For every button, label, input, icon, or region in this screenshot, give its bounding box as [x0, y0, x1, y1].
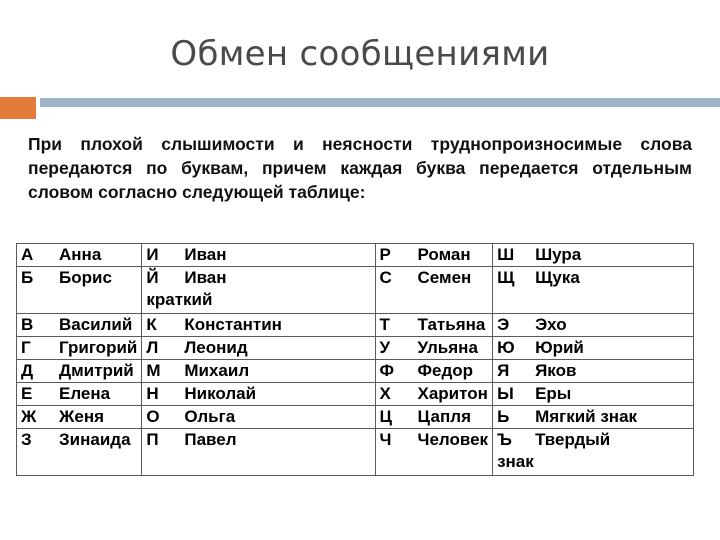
letter-cell [142, 337, 375, 360]
letter: И [146, 245, 159, 264]
letter-cell [142, 383, 375, 406]
code-word: Елена [59, 384, 111, 403]
letter-cell [375, 406, 493, 429]
letter-cell [375, 360, 493, 383]
letter: С [379, 268, 392, 287]
letter: Г [21, 338, 31, 357]
code-word: Иван [184, 245, 227, 264]
letter-cell [493, 383, 694, 406]
letter: П [146, 430, 159, 449]
letter-cell [493, 406, 694, 429]
code-word: Яков [535, 361, 577, 380]
code-word: Ульяна [417, 338, 478, 357]
code-word: Василий [59, 315, 133, 334]
code-word: Твердый знак [497, 430, 611, 471]
table-row [17, 337, 694, 360]
letter: М [146, 361, 161, 380]
slide-title: Обмен сообщениями [170, 34, 550, 74]
letter: Ч [379, 430, 392, 449]
code-word: Леонид [184, 338, 248, 357]
code-word: Борис [59, 268, 112, 287]
letter: Ь [497, 407, 510, 426]
letter-cell [493, 314, 694, 337]
intro-paragraph: При плохой слышимости и неясности труднопроизносимые слова передаются по буквам, причем каждая буква передается отдельным словом согласно следующей таблице: [28, 134, 692, 202]
letter: Щ [497, 268, 515, 287]
letter-cell [375, 244, 493, 267]
table-row [17, 429, 694, 476]
code-word: Харитон [417, 384, 488, 403]
letter: К [146, 315, 157, 334]
code-word: Михаил [184, 361, 250, 380]
code-word: Женя [59, 407, 105, 426]
letter-cell [142, 360, 375, 383]
table-row [17, 267, 694, 314]
letter-cell [142, 314, 375, 337]
letter-cell [17, 429, 142, 476]
letter: Ц [379, 407, 392, 426]
code-word: Григорий [59, 338, 138, 357]
code-word: Юрий [535, 338, 584, 357]
letter: Ъ [497, 430, 512, 449]
code-word: Иван краткий [146, 268, 227, 309]
letter-cell [142, 429, 375, 476]
letter: Т [379, 315, 390, 334]
letter-cell [375, 267, 493, 314]
letter: Я [497, 361, 510, 380]
letter-cell [142, 244, 375, 267]
letter-cell [17, 406, 142, 429]
letter-cell [493, 244, 694, 267]
code-word: Человек [417, 430, 489, 449]
code-word: Дмитрий [59, 361, 134, 380]
letter: Ю [497, 338, 515, 357]
title-accent-bar [0, 97, 36, 119]
letter: А [21, 245, 34, 264]
letter: Ж [21, 407, 37, 426]
letter: О [146, 407, 160, 426]
letter: Ш [497, 245, 515, 264]
letter: Е [21, 384, 33, 403]
code-word: Цапля [417, 407, 471, 426]
letter-cell [17, 267, 142, 314]
code-word: Николай [184, 384, 257, 403]
letter-cell [142, 406, 375, 429]
letter-cell [142, 267, 375, 314]
code-word: Семен [417, 268, 472, 287]
title-rule [40, 98, 720, 107]
letter: Й [146, 268, 159, 287]
letter-cell [17, 244, 142, 267]
table-row [17, 406, 694, 429]
letter-cell [17, 360, 142, 383]
letter-cell [493, 337, 694, 360]
code-word: Шура [535, 245, 582, 264]
letter-cell [493, 267, 694, 314]
code-word: Щука [535, 268, 580, 287]
code-word: Павел [184, 430, 237, 449]
code-word: Зинаида [59, 430, 131, 449]
letter-cell [17, 314, 142, 337]
letter-cell [493, 360, 694, 383]
table-row [17, 383, 694, 406]
letter-cell [375, 337, 493, 360]
table-row [17, 360, 694, 383]
code-word: Мягкий знак [535, 407, 638, 426]
table-row [17, 314, 694, 337]
letter: Э [497, 315, 510, 334]
letter: В [21, 315, 34, 334]
letter-cell [375, 383, 493, 406]
letter: Н [146, 384, 159, 403]
letter-cell [375, 314, 493, 337]
code-word: Эхо [535, 315, 567, 334]
code-word: Федор [417, 361, 474, 380]
letter: Л [146, 338, 159, 357]
letter: Х [379, 384, 391, 403]
letter-cell [375, 429, 493, 476]
code-word: Константин [184, 315, 282, 334]
code-word: Ольга [184, 407, 236, 426]
code-word: Анна [59, 245, 102, 264]
letter: Д [21, 361, 34, 380]
letter: Ф [379, 361, 395, 380]
letter: Ы [497, 384, 514, 403]
code-word: Татьяна [417, 315, 486, 334]
letter: З [21, 430, 32, 449]
code-word: Еры [535, 384, 572, 403]
phonetic-alphabet-table [16, 243, 694, 476]
letter-cell [17, 337, 142, 360]
letter-cell [493, 429, 694, 476]
letter: Б [21, 268, 34, 287]
code-word: Роман [417, 245, 471, 264]
letter: Р [379, 245, 391, 264]
letter: У [379, 338, 391, 357]
table-row [17, 244, 694, 267]
letter-cell [17, 383, 142, 406]
